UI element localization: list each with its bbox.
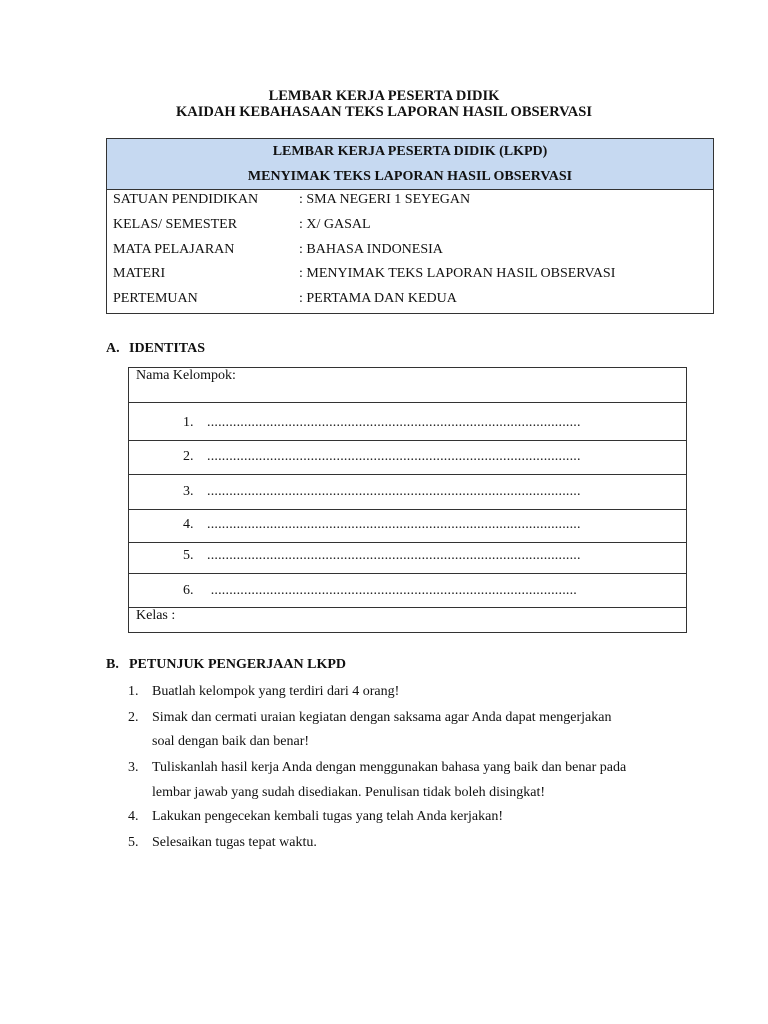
document-subtitle: KAIDAH KEBAHASAAN TEKS LAPORAN HASIL OBSERVASI: [176, 104, 592, 120]
member-blank: .....................................................................................................: [207, 548, 581, 563]
member-line-1[interactable]: [183, 415, 581, 431]
info-label: MATERI: [113, 266, 166, 281]
info-value: : MENYIMAK TEKS LAPORAN HASIL OBSERVASI: [299, 266, 616, 281]
row-divider: [129, 402, 686, 403]
member-line-4[interactable]: [183, 517, 581, 533]
lkpd-header-line-2: MENYIMAK TEKS LAPORAN HASIL OBSERVASI: [247, 169, 573, 184]
step-text: Simak dan cermati uraian kegiatan dengan saksama agar Anda dapat mengerjakan: [152, 710, 612, 725]
step-text: Buatlah kelompok yang terdiri dari 4 orang!: [152, 684, 400, 699]
lkpd-header-line-1: LEMBAR KERJA PESERTA DIDIK (LKPD): [272, 144, 548, 159]
member-blank: ...................................................................................................: [207, 583, 577, 598]
step-text-continued: lembar jawab yang sudah disediakan. Penulisan tidak boleh disingkat!: [152, 785, 546, 800]
member-blank: .....................................................................................................: [207, 415, 581, 430]
lkpd-table-header: [107, 139, 713, 190]
member-line-2[interactable]: [183, 449, 581, 465]
member-blank: .....................................................................................................: [207, 517, 581, 532]
section-identitas-heading: [106, 341, 205, 357]
member-number: 1.: [183, 415, 194, 430]
row-divider: [129, 474, 686, 475]
section-title: PETUNJUK PENGERJAAN LKPD: [129, 657, 347, 672]
row-divider: [129, 607, 686, 608]
section-title: IDENTITAS: [129, 341, 205, 356]
member-blank: .....................................................................................................: [207, 449, 581, 464]
member-line-3[interactable]: [183, 484, 581, 500]
lkpd-info-table: [106, 138, 714, 314]
row-divider: [129, 509, 686, 510]
class-label: Kelas :: [136, 608, 176, 623]
step-number: 3.: [128, 760, 139, 775]
step-number: 5.: [128, 835, 139, 850]
info-label: MATA PELAJARAN: [113, 242, 235, 257]
info-value: : BAHASA INDONESIA: [299, 242, 443, 257]
info-label: SATUAN PENDIDIKAN: [113, 192, 259, 207]
member-number: 2.: [183, 449, 194, 464]
section-letter: B.: [106, 657, 119, 672]
section-letter: A.: [106, 341, 120, 356]
step-number: 2.: [128, 710, 139, 725]
member-line-5[interactable]: [183, 548, 581, 564]
member-number: 6.: [183, 583, 194, 598]
row-divider: [129, 440, 686, 441]
step-number: 4.: [128, 809, 139, 824]
step-text: Lakukan pengecekan kembali tugas yang telah Anda kerjakan!: [152, 809, 504, 824]
group-name-label: Nama Kelompok:: [136, 368, 236, 383]
step-text-continued: soal dengan baik dan benar!: [152, 734, 310, 749]
member-blank: .....................................................................................................: [207, 484, 581, 499]
member-number: 5.: [183, 548, 194, 563]
document-title: LEMBAR KERJA PESERTA DIDIK: [268, 88, 500, 104]
step-number: 1.: [128, 684, 139, 699]
member-line-6[interactable]: [183, 583, 577, 599]
info-value: : PERTAMA DAN KEDUA: [299, 291, 457, 306]
info-label: PERTEMUAN: [113, 291, 198, 306]
row-divider: [129, 542, 686, 543]
info-label: KELAS/ SEMESTER: [113, 217, 238, 232]
info-value: : X/ GASAL: [299, 217, 371, 232]
identitas-table: [128, 367, 687, 633]
section-petunjuk-heading: [106, 657, 346, 673]
info-value: : SMA NEGERI 1 SEYEGAN: [299, 192, 471, 207]
member-number: 3.: [183, 484, 194, 499]
step-text: Selesaikan tugas tepat waktu.: [152, 835, 317, 850]
row-divider: [129, 573, 686, 574]
member-number: 4.: [183, 517, 194, 532]
step-text: Tuliskanlah hasil kerja Anda dengan menggunakan bahasa yang baik dan benar pada: [152, 760, 627, 775]
